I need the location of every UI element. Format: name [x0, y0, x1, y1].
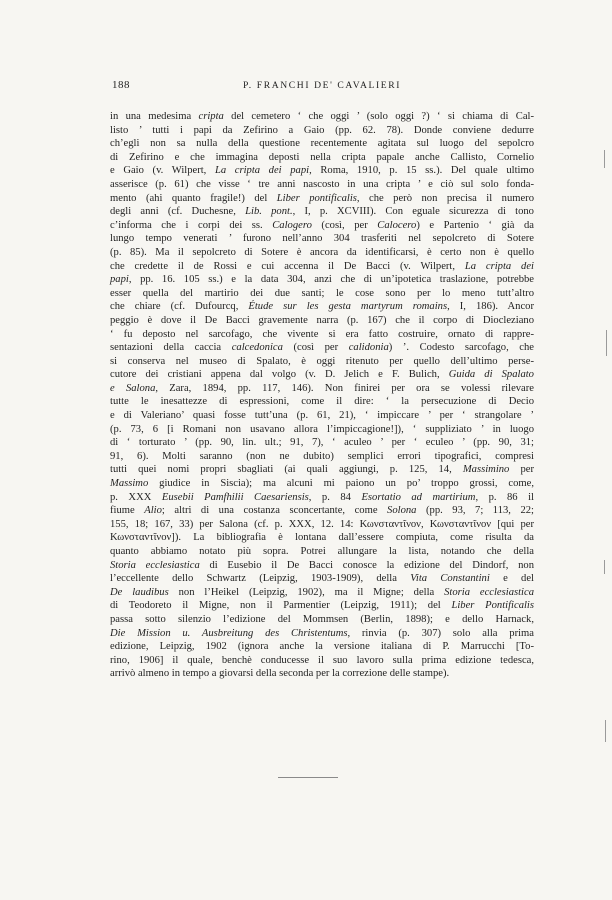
- text-line: [110, 368, 534, 382]
- text-segment: Κωνσταντῖνον]). La bibliografia è lontana dall’essere compiuta, come risulta da: [110, 532, 534, 544]
- text-segment: del cemetero ‘ che oggi ’ (solo oggi ?) ‘ si chiama di Cal-: [223, 111, 534, 122]
- text-line: [110, 137, 534, 151]
- text-line: [110, 151, 534, 165]
- text-segment: p. XXX: [110, 491, 162, 503]
- text-line: [110, 192, 534, 206]
- page-header: [112, 79, 532, 95]
- text-line: [110, 586, 534, 600]
- text-segment: che credette il de Rossi e cui accenna il De Bacci (v. Wilpert,: [110, 260, 465, 272]
- italic-text-segment: Massimino: [462, 464, 510, 476]
- italic-text-segment: Calogero: [272, 219, 312, 231]
- text-segment: (p. 73, 6 [i Romani non usavano allora l’impiccagione!]), ‘ suppliziato ’ in luogo: [110, 423, 534, 435]
- text-segment: di Teodoreto il Migne, non il Parmentier (Leipzig, 1911); del: [110, 600, 452, 612]
- text-segment: fiume: [110, 505, 145, 517]
- italic-text-segment: Étude sur les gesta martyrum romains: [248, 301, 448, 313]
- text-segment: tutti quei nomi propri sbagliati (ai quali aggiungi, p. 125, 14,: [110, 464, 463, 476]
- italic-text-segment: Massimo: [110, 478, 149, 490]
- text-line: [110, 613, 534, 627]
- italic-text-segment: Lib. pont.: [245, 206, 293, 218]
- italic-text-segment: Calocero: [377, 219, 417, 231]
- body-text: [110, 110, 534, 681]
- text-segment: sentazioni della caccia: [110, 342, 232, 354]
- text-line: [110, 178, 534, 192]
- closing-rule: [278, 777, 338, 778]
- italic-text-segment: La cripta dei: [464, 260, 534, 272]
- text-segment: asserisce (p. 61) che visse ‘ tre anni nascosto in una cripta ’ e ciò sul solo fonda-: [110, 178, 534, 190]
- text-line: [110, 110, 534, 124]
- italic-text-segment: Liber Pontificalis: [451, 600, 534, 612]
- margin-scan-mark: [604, 150, 605, 168]
- text-segment: ch’egli non sa nulla della questione recentemente agitata sul luogo del sepolcro: [110, 138, 534, 150]
- text-line: [110, 477, 534, 491]
- text-line: [110, 654, 534, 668]
- text-segment: , rinvia (p. 307) solo alla prima: [347, 627, 534, 639]
- italic-text-segment: Storia ecclesiastica: [110, 559, 200, 571]
- text-segment: c’informa che i corpi dei ss.: [110, 219, 273, 231]
- text-segment: di Eusebio il De Bacci conosce la edizione del Dindorf, non: [199, 559, 535, 571]
- text-line: [110, 314, 534, 328]
- text-segment: ‘ fu deposto nel sarcofago, che vivente si era fatto costruire, ornato di rappre-: [110, 328, 534, 340]
- text-line: [110, 341, 534, 355]
- italic-text-segment: Liber pontificalis: [276, 192, 357, 204]
- text-line: [110, 232, 534, 246]
- text-segment: per: [509, 464, 534, 476]
- text-segment: listo ’ tutti i papi da Zefirino a Gaio (pp. 62. 78). Donde conviene dedurre: [110, 124, 534, 136]
- text-segment: ) e Partenio ‘ già da: [416, 219, 534, 231]
- text-segment: edizione, Leipzig, 1902 (ignora anche la versione italiana di P. Marrucchi [To-: [110, 641, 534, 653]
- text-line: [110, 518, 534, 532]
- text-line: [110, 124, 534, 138]
- italic-text-segment: Eusebii Pamfhilii Caesariensis: [161, 491, 309, 503]
- text-segment: in una medesima: [110, 111, 199, 122]
- italic-text-segment: Solona: [387, 505, 417, 517]
- text-line: [110, 640, 534, 654]
- text-segment: esser quella del martirio dei due santi; le cose sono per lo meno tutt’altro: [110, 287, 534, 299]
- text-segment: 155, 18; 167, 33) per Salona (cf. p. XXX, 12. 14: Κωνσταντῖνον, Κωνσταντῖνον [qui per: [110, 518, 534, 530]
- running-head: P. FRANCHI DE' CAVALIERI: [242, 80, 402, 91]
- text-segment: , Roma, 1910, p. 15 ss.). Del quale ultimo: [309, 165, 535, 177]
- italic-text-segment: Die Mission u. Ausbreitung des Christentums: [110, 627, 348, 639]
- margin-scan-mark: [604, 560, 605, 574]
- text-line: [110, 355, 534, 369]
- italic-text-segment: Storia ecclesiastica: [444, 586, 535, 598]
- text-line: [110, 287, 534, 301]
- text-segment: e di Valeriano’ quasi fosse tutt’una (p. 61, 21), ‘ impiccare ’ per ‘ strangolare ’: [110, 410, 534, 422]
- text-line: [110, 164, 534, 178]
- text-segment: non l’Heikel (Leipzig, 1902), ma il Migne; della: [168, 586, 445, 598]
- text-segment: , I, p. XCVIII). Con eguale sicurezza di tono: [292, 206, 534, 218]
- text-segment: mento (ahi quanto fragile!) del: [110, 192, 277, 204]
- text-segment: quanto abbiamo notato più sopra. Potrei allungare la lista, notando che della: [110, 546, 534, 557]
- italic-text-segment: Esortatio ad martirium: [361, 491, 476, 503]
- text-segment: di Zefirino e che immagina deposti nella cripta papale anche Callisto, Cornelio: [110, 151, 534, 163]
- text-line: [110, 409, 534, 423]
- text-segment: rino, 1906] il quale, benchè conducesse il suo lavoro sulla prima edizione tedesca,: [110, 654, 534, 666]
- text-line: [110, 572, 534, 586]
- text-segment: , che però non precisa il numero: [356, 192, 535, 204]
- text-line: [110, 300, 534, 314]
- italic-text-segment: e Salona: [110, 382, 156, 394]
- text-segment: passa sotto silenzio l’edizione del Mommsen (Berlin, 1898); e dello Harnack,: [110, 613, 534, 625]
- text-line: [110, 504, 534, 518]
- text-segment: , I, 186). Ancor: [447, 301, 534, 313]
- italic-text-segment: De laudibus: [110, 586, 169, 598]
- text-segment: , p. 84: [308, 491, 362, 503]
- margin-scan-mark: [606, 330, 607, 356]
- text-segment: e del: [489, 573, 534, 585]
- text-segment: , Zara, 1894, pp. 117, 146). Non finirei per ora se volessi rilevare: [155, 382, 534, 394]
- text-line: [110, 667, 534, 681]
- text-segment: che chiare (cf. Dufourcq,: [110, 301, 249, 313]
- text-segment: giudice in Siscia); ma alcuni mi paiono un po’ troppo grossi, come,: [148, 478, 534, 490]
- text-segment: (così per: [282, 342, 349, 354]
- italic-text-segment: La cripta dei papi: [214, 165, 310, 177]
- italic-text-segment: Guida di Spalato: [448, 369, 534, 381]
- text-line: [110, 260, 534, 274]
- text-segment: (così, per: [311, 219, 378, 231]
- text-line: [110, 246, 534, 260]
- italic-text-segment: calidonia: [348, 342, 389, 354]
- text-line: [110, 559, 534, 573]
- text-segment: l’eccellente dello Schwartz (Leipzig, 1903-1909), della: [110, 573, 411, 585]
- text-line: [110, 491, 534, 505]
- text-line: [110, 450, 534, 464]
- text-line: [110, 219, 534, 233]
- text-segment: si conserva nel museo di Spalato, è oggi ritenuto per quello dell’ultimo perse-: [110, 355, 534, 367]
- italic-text-segment: calcedonica: [231, 342, 283, 354]
- text-segment: lungo tempo venerati ’ furono nell’anno 304 trasferiti nel sepolcreto di Sotere: [110, 233, 534, 245]
- text-segment: 91, 6). Molti saranno (non ne dubito) semplici errori tipografici, compresi: [110, 450, 534, 462]
- text-line: [110, 273, 534, 287]
- text-segment: cutore dei cristiani appena dal volgo (v. D. Jelich e F. Bulich,: [110, 369, 449, 381]
- text-segment: ; altri di una costanza sconcertante, come: [161, 505, 388, 517]
- italic-text-segment: cripta: [198, 111, 224, 122]
- text-line: [110, 423, 534, 437]
- italic-text-segment: Vita Constantini: [410, 573, 490, 585]
- text-line: [110, 205, 534, 219]
- text-line: [110, 382, 534, 396]
- text-segment: peggio è dove il De Bacci gravemente narra (p. 167) che il corpo di Diocleziano: [110, 314, 534, 326]
- text-line: [110, 545, 534, 559]
- text-line: [110, 627, 534, 641]
- text-segment: tutte le inesattezze di espressioni, come il dire: ‘ la persecuzione di Decio: [110, 396, 534, 408]
- text-line: [110, 328, 534, 342]
- text-segment: (p. 85). Ma il sepolcreto di Sotere è ancora da identificarsi, è certo non è quello: [110, 246, 534, 258]
- text-segment: arrivò almeno in tempo a giovarsi della seconda per la correzione delle stampe).: [110, 668, 450, 680]
- text-segment: , p. 86 il: [475, 491, 534, 503]
- text-line: [110, 436, 534, 450]
- italic-text-segment: Alio: [144, 505, 162, 517]
- margin-scan-mark: [605, 720, 606, 742]
- text-segment: e Gaio (v. Wilpert,: [110, 165, 215, 177]
- text-segment: (pp. 93, 7; 113, 22;: [416, 505, 535, 517]
- text-line: [110, 531, 534, 545]
- text-segment: , pp. 16. 105 ss.) e la data 304, anzi che di un’ipotetica traslazione, potrebbe: [128, 274, 534, 286]
- text-segment: di ‘ torturato ’ (pp. 90, lin. ult.; 91, 7), ‘ aculeo ’ per ‘ eculeo ’ (pp. 90, 31;: [110, 437, 534, 449]
- text-line: [110, 395, 534, 409]
- italic-text-segment: papi: [110, 274, 129, 286]
- text-line: [110, 599, 534, 613]
- text-line: [110, 463, 534, 477]
- page-number: 188: [112, 79, 130, 91]
- text-segment: ) ’. Codesto sarcofago, che: [388, 342, 534, 354]
- text-segment: degli anni (cf. Duchesne,: [110, 206, 246, 218]
